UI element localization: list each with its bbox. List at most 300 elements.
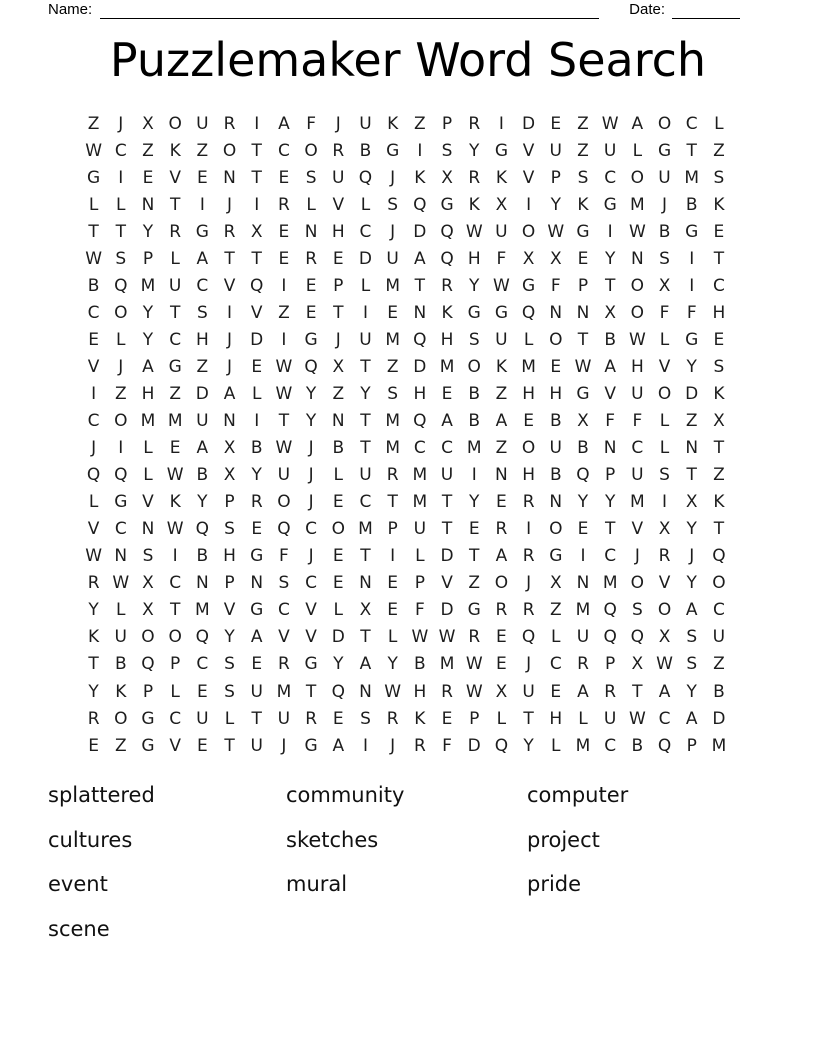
grid-letter-r6-c7: T [251, 248, 262, 269]
grid-letter-r6-c22: S [659, 248, 670, 269]
grid-letter-r1-c20: W [601, 113, 619, 134]
grid-letter-r9-c9: G [304, 329, 318, 350]
grid-letter-r16-c24: T [713, 519, 725, 540]
grid-letter-r8-c19: N [576, 302, 590, 323]
grid-letter-r15-c5: Y [197, 492, 208, 513]
grid-letter-r5-c20: I [607, 221, 613, 242]
grid-letter-r14-c4: W [166, 465, 184, 486]
grid-letter-r3-c7: T [251, 167, 262, 188]
grid-letter-r2-c17: V [522, 140, 535, 161]
grid-letter-r10-c22: V [658, 356, 671, 377]
grid-letter-r12-c18: B [549, 411, 562, 432]
grid-letter-r16-c6: S [224, 519, 235, 540]
grid-letter-r4-c19: K [577, 194, 589, 215]
grid-letter-r19-c8: C [277, 600, 290, 621]
grid-letter-r3-c2: I [118, 167, 124, 188]
grid-letter-r15-c8: O [277, 492, 291, 513]
grid-letter-r18-c6: P [224, 573, 235, 594]
grid-letter-r10-c1: V [87, 356, 100, 377]
grid-letter-r7-c16: W [493, 275, 510, 296]
grid-letter-r22-c2: K [115, 681, 127, 702]
grid-letter-r23-c5: U [196, 708, 209, 729]
grid-letter-r19-c5: M [195, 600, 210, 621]
grid-letter-r21-c24: Z [713, 654, 725, 675]
grid-letter-r24-c21: B [631, 735, 644, 756]
grid-letter-r16-c23: Y [686, 519, 697, 540]
grid-letter-r6-c1: W [85, 248, 102, 269]
grid-letter-r1-c4: O [168, 113, 182, 134]
grid-letter-r9-c4: C [169, 329, 182, 350]
grid-letter-r13-c24: T [713, 438, 725, 459]
grid-letter-r3-c11: Q [358, 167, 373, 188]
grid-letter-r24-c23: P [686, 735, 697, 756]
grid-letter-r21-c17: J [526, 654, 532, 675]
word-search-grid [80, 110, 733, 759]
word-list-item: event [48, 872, 108, 896]
grid-letter-r17-c19: I [580, 546, 586, 567]
grid-letter-r6-c21: N [630, 248, 644, 269]
grid-letter-r3-c1: G [87, 167, 101, 188]
grid-letter-r18-c4: C [169, 573, 182, 594]
grid-letter-r1-c12: K [387, 113, 399, 134]
grid-letter-r4-c3: N [141, 194, 155, 215]
grid-letter-r12-c14: A [441, 411, 453, 432]
grid-letter-r18-c10: E [332, 573, 344, 594]
grid-letter-r14-c20: P [605, 465, 616, 486]
grid-letter-r18-c21: O [630, 573, 645, 594]
grid-letter-r3-c5: E [196, 167, 208, 188]
grid-letter-r6-c18: X [549, 248, 562, 269]
grid-letter-r5-c17: O [521, 221, 536, 242]
grid-letter-r19-c16: R [495, 600, 508, 621]
grid-letter-r21-c15: W [465, 654, 483, 675]
grid-letter-r7-c14: R [441, 275, 453, 296]
grid-letter-r5-c22: B [658, 221, 671, 242]
grid-letter-r1-c16: I [498, 113, 504, 134]
grid-letter-r10-c4: G [168, 356, 182, 377]
grid-letter-r10-c23: Y [686, 356, 697, 377]
grid-letter-r3-c22: U [658, 167, 671, 188]
grid-letter-r9-c12: M [385, 329, 400, 350]
grid-letter-r23-c22: C [658, 708, 671, 729]
grid-letter-r14-c15: I [471, 465, 477, 486]
grid-letter-r1-c15: R [468, 113, 481, 134]
grid-letter-r12-c16: A [495, 411, 508, 432]
grid-letter-r2-c11: B [359, 140, 372, 161]
grid-letter-r11-c6: A [223, 383, 236, 404]
grid-letter-r17-c23: J [689, 546, 695, 567]
grid-letter-r5-c21: W [628, 221, 646, 242]
grid-letter-r12-c9: Y [305, 411, 317, 432]
grid-letter-r23-c8: U [277, 708, 291, 729]
grid-letter-r12-c21: F [632, 411, 643, 432]
grid-letter-r10-c20: A [604, 356, 616, 377]
grid-letter-r18-c12: E [387, 573, 399, 594]
grid-letter-r22-c1: Y [88, 681, 99, 702]
grid-letter-r20-c3: O [141, 627, 155, 648]
grid-letter-r4-c9: L [306, 194, 316, 215]
grid-letter-r17-c9: J [308, 546, 314, 567]
grid-letter-r3-c23: M [684, 167, 700, 188]
grid-letter-r8-c7: V [250, 302, 263, 323]
grid-letter-r1-c24: L [714, 113, 724, 134]
grid-letter-r9-c10: J [335, 329, 341, 350]
grid-letter-r10-c16: K [495, 356, 507, 377]
grid-letter-r12-c8: T [278, 411, 290, 432]
grid-letter-r9-c23: G [685, 329, 699, 350]
grid-letter-r7-c9: E [305, 275, 317, 296]
grid-letter-r17-c7: G [250, 546, 264, 567]
grid-letter-r10-c9: Q [304, 356, 318, 377]
grid-letter-r10-c11: T [360, 356, 371, 377]
grid-letter-r11-c12: S [387, 383, 399, 404]
grid-letter-r12-c19: X [577, 411, 589, 432]
grid-letter-r6-c16: F [496, 248, 507, 269]
grid-letter-r24-c14: F [442, 735, 452, 756]
grid-letter-r23-c19: L [578, 708, 588, 729]
grid-letter-r7-c19: P [577, 275, 589, 296]
grid-letter-r3-c17: V [522, 167, 535, 188]
grid-letter-r11-c23: D [685, 383, 699, 404]
grid-letter-r16-c3: N [141, 519, 155, 540]
grid-letter-r2-c16: G [494, 140, 508, 161]
grid-letter-r7-c24: C [712, 275, 725, 296]
grid-letter-r20-c21: Q [630, 627, 645, 648]
grid-letter-r18-c13: P [414, 573, 425, 594]
grid-letter-r22-c17: U [522, 681, 535, 702]
grid-letter-r10-c14: M [439, 356, 455, 377]
grid-letter-r6-c19: E [577, 248, 589, 269]
grid-letter-r23-c23: A [685, 708, 698, 729]
grid-letter-r16-c14: T [441, 519, 453, 540]
grid-letter-r1-c13: Z [414, 113, 426, 134]
grid-letter-r7-c7: Q [250, 275, 264, 296]
grid-letter-r10-c8: W [275, 356, 293, 377]
grid-letter-r3-c15: R [468, 167, 481, 188]
grid-letter-r13-c2: I [118, 438, 124, 459]
grid-letter-r14-c5: B [196, 465, 209, 486]
grid-letter-r13-c23: N [685, 438, 699, 459]
grid-letter-r14-c14: U [440, 465, 454, 486]
grid-letter-r18-c24: O [712, 573, 726, 594]
grid-letter-r15-c18: N [549, 492, 563, 513]
grid-letter-r11-c24: K [713, 383, 725, 404]
grid-letter-r5-c18: W [547, 221, 565, 242]
grid-letter-r6-c14: Q [440, 248, 454, 269]
grid-letter-r16-c5: Q [195, 519, 210, 540]
grid-letter-r23-c1: R [87, 708, 100, 729]
grid-letter-r12-c2: O [114, 411, 128, 432]
grid-letter-r9-c17: L [523, 329, 534, 350]
grid-letter-r7-c22: X [658, 275, 671, 296]
grid-letter-r1-c23: C [685, 113, 698, 134]
grid-letter-r13-c3: L [143, 438, 153, 459]
grid-letter-r20-c23: S [686, 627, 698, 648]
grid-letter-r13-c12: M [385, 438, 400, 459]
grid-letter-r5-c19: G [576, 221, 590, 242]
grid-letter-r22-c18: E [550, 681, 562, 702]
grid-letter-r24-c12: J [390, 735, 396, 756]
grid-letter-r14-c13: M [412, 465, 428, 486]
grid-letter-r6-c3: P [142, 248, 154, 269]
grid-letter-r17-c24: Q [712, 546, 726, 567]
grid-letter-r22-c9: T [305, 681, 317, 702]
grid-letter-r5-c23: G [685, 221, 699, 242]
grid-letter-r5-c3: Y [142, 221, 154, 242]
grid-letter-r8-c6: I [227, 302, 233, 323]
word-list-item: computer [527, 783, 629, 807]
grid-letter-r22-c21: T [632, 681, 643, 702]
grid-letter-r10-c3: A [142, 356, 154, 377]
grid-letter-r23-c15: P [469, 708, 480, 729]
grid-letter-r21-c11: A [359, 654, 372, 675]
grid-letter-r13-c5: A [196, 438, 209, 459]
grid-letter-r8-c11: I [362, 302, 368, 323]
grid-letter-r1-c21: A [631, 113, 644, 134]
grid-letter-r17-c5: B [196, 546, 209, 567]
grid-letter-r6-c11: D [358, 248, 373, 269]
grid-letter-r19-c9: V [305, 600, 317, 621]
grid-letter-r12-c5: U [196, 411, 209, 432]
grid-letter-r1-c1: Z [87, 113, 100, 134]
grid-letter-r18-c9: C [305, 573, 318, 594]
grid-letter-r19-c10: L [333, 600, 344, 621]
grid-letter-r3-c4: V [169, 167, 181, 188]
grid-letter-r5-c2: T [115, 221, 126, 242]
grid-letter-r21-c13: B [414, 654, 426, 675]
grid-letter-r8-c8: Z [278, 302, 290, 323]
grid-letter-r15-c9: J [308, 492, 314, 513]
grid-letter-r6-c12: U [386, 248, 399, 269]
grid-letter-r20-c13: W [411, 627, 429, 648]
grid-letter-r7-c6: V [223, 275, 236, 296]
grid-letter-r13-c17: O [521, 438, 536, 459]
grid-letter-r12-c6: N [223, 411, 236, 432]
grid-letter-r3-c21: O [630, 167, 645, 188]
grid-letter-r22-c12: W [384, 681, 402, 702]
grid-letter-r17-c12: I [390, 546, 396, 567]
page-title: Puzzlemaker Word Search [109, 33, 707, 87]
grid-letter-r4-c24: K [713, 194, 725, 215]
grid-letter-r11-c11: Y [360, 383, 371, 404]
grid-letter-r10-c5: Z [196, 356, 209, 377]
grid-letter-r13-c11: T [360, 438, 371, 459]
grid-letter-r8-c1: C [87, 302, 100, 323]
grid-letter-r17-c13: L [415, 546, 425, 567]
grid-letter-r5-c9: N [304, 221, 318, 242]
grid-letter-r11-c7: L [251, 383, 262, 404]
grid-letter-r19-c17: R [522, 600, 535, 621]
grid-letter-r19-c3: X [142, 600, 154, 621]
grid-letter-r13-c15: M [466, 438, 482, 459]
grid-letter-r17-c6: H [223, 546, 236, 567]
grid-letter-r22-c23: Y [686, 681, 697, 702]
grid-letter-r19-c20: Q [603, 600, 617, 621]
grid-letter-r20-c6: Y [224, 627, 235, 648]
grid-letter-r8-c9: E [305, 302, 317, 323]
grid-letter-r21-c14: M [439, 654, 455, 675]
grid-letter-r2-c13: I [417, 140, 423, 161]
grid-letter-r9-c6: J [227, 329, 233, 350]
grid-letter-r3-c3: E [142, 167, 154, 188]
grid-letter-r21-c20: P [605, 654, 616, 675]
grid-letter-r8-c20: X [604, 302, 616, 323]
grid-letter-r9-c15: S [468, 329, 480, 350]
grid-letter-r22-c19: A [577, 681, 589, 702]
grid-letter-r4-c4: T [169, 194, 181, 215]
grid-letter-r7-c2: Q [114, 275, 128, 296]
grid-letter-r1-c10: J [335, 113, 341, 134]
grid-letter-r9-c8: I [281, 329, 287, 350]
grid-letter-r15-c21: M [630, 492, 645, 513]
grid-letter-r15-c15: Y [469, 492, 480, 513]
grid-letter-r17-c10: E [332, 546, 344, 567]
grid-letter-r3-c20: C [604, 167, 617, 188]
grid-letter-r15-c6: P [224, 492, 235, 513]
grid-letter-r16-c9: C [305, 519, 318, 540]
grid-letter-r11-c9: Y [305, 383, 317, 404]
grid-letter-r24-c6: T [224, 735, 235, 756]
grid-letter-r22-c10: Q [331, 681, 345, 702]
grid-letter-r5-c10: H [331, 221, 345, 242]
grid-letter-r7-c18: F [550, 275, 561, 296]
grid-letter-r10-c17: M [521, 356, 536, 377]
grid-letter-r12-c15: B [468, 411, 481, 432]
grid-letter-r18-c16: O [494, 573, 509, 594]
grid-letter-r17-c3: S [142, 546, 154, 567]
grid-letter-r24-c20: C [604, 735, 617, 756]
grid-letter-r20-c8: V [278, 627, 290, 648]
grid-letter-r13-c6: X [223, 438, 236, 459]
grid-letter-r19-c12: E [387, 600, 399, 621]
grid-letter-r21-c6: S [224, 654, 235, 675]
grid-letter-r10-c21: H [630, 356, 644, 377]
grid-letter-r4-c18: Y [550, 194, 561, 215]
grid-letter-r18-c23: Y [686, 573, 697, 594]
grid-letter-r13-c14: C [441, 438, 453, 459]
grid-letter-r14-c17: H [522, 465, 535, 486]
grid-letter-r11-c18: H [549, 383, 563, 404]
grid-letter-r11-c3: H [141, 383, 155, 404]
grid-letter-r16-c2: C [114, 519, 127, 540]
grid-letter-r5-c4: R [169, 221, 182, 242]
grid-letter-r13-c22: L [659, 438, 670, 459]
grid-letter-r23-c13: K [414, 708, 426, 729]
grid-letter-r2-c21: L [632, 140, 643, 161]
grid-letter-r20-c12: L [387, 627, 398, 648]
grid-letter-r9-c22: L [659, 329, 670, 350]
grid-letter-r11-c20: V [604, 383, 616, 404]
grid-letter-r22-c20: R [604, 681, 617, 702]
grid-letter-r7-c12: M [385, 275, 400, 296]
grid-letter-r24-c22: Q [657, 735, 672, 756]
name-label: Name: [48, 1, 93, 18]
grid-letter-r2-c4: K [169, 140, 181, 161]
grid-letter-r2-c24: Z [713, 140, 725, 161]
grid-letter-r12-c7: I [254, 411, 260, 432]
grid-letter-r19-c23: A [685, 600, 698, 621]
grid-letter-r3-c16: K [495, 167, 507, 188]
grid-letter-r15-c4: K [169, 492, 181, 513]
grid-letter-r19-c6: V [223, 600, 236, 621]
grid-letter-r24-c15: D [467, 735, 481, 756]
grid-letter-r5-c16: U [495, 221, 508, 242]
grid-letter-r17-c1: W [85, 546, 102, 567]
grid-letter-r8-c12: E [387, 302, 399, 323]
grid-letter-r22-c5: E [196, 681, 208, 702]
grid-letter-r13-c8: W [275, 438, 293, 459]
grid-letter-r23-c9: R [305, 708, 317, 729]
grid-letter-r11-c21: U [631, 383, 644, 404]
grid-letter-r13-c10: B [332, 438, 345, 459]
grid-letter-r5-c8: E [278, 221, 290, 242]
grid-letter-r16-c1: V [87, 519, 100, 540]
grid-letter-r13-c18: U [549, 438, 562, 459]
grid-letter-r24-c16: Q [494, 735, 509, 756]
grid-letter-r7-c11: L [360, 275, 371, 296]
grid-letter-r11-c5: D [195, 383, 209, 404]
grid-letter-r1-c22: O [657, 113, 672, 134]
grid-letter-r17-c15: T [469, 546, 480, 567]
grid-letter-r12-c13: Q [413, 411, 427, 432]
grid-letter-r4-c10: V [332, 194, 345, 215]
grid-letter-r9-c3: Y [142, 329, 154, 350]
grid-letter-r2-c18: U [549, 140, 562, 161]
grid-letter-r12-c10: N [331, 411, 345, 432]
word-list-item: project [527, 827, 600, 852]
grid-letter-r10-c7: E [251, 356, 263, 377]
grid-letter-r7-c21: O [630, 275, 645, 296]
grid-letter-r9-c18: O [549, 329, 563, 350]
grid-letter-r21-c7: E [251, 654, 263, 675]
grid-letter-r9-c14: H [440, 329, 454, 350]
grid-letter-r8-c4: T [169, 302, 181, 323]
grid-letter-r15-c2: G [114, 492, 128, 513]
grid-letter-r9-c1: E [88, 329, 99, 350]
grid-letter-r2-c8: C [277, 140, 290, 161]
grid-letter-r21-c18: C [549, 654, 562, 675]
grid-letter-r4-c5: I [199, 194, 205, 215]
grid-letter-r6-c13: A [414, 248, 426, 269]
grid-letter-r23-c14: E [441, 708, 453, 729]
grid-letter-r24-c4: V [169, 735, 181, 756]
grid-letter-r21-c22: W [656, 654, 673, 675]
grid-letter-r11-c8: W [275, 383, 293, 404]
grid-letter-r17-c2: N [114, 546, 128, 567]
grid-letter-r6-c9: R [305, 248, 317, 269]
grid-letter-r18-c11: N [359, 573, 372, 594]
word-list-item: splattered [48, 783, 155, 807]
grid-letter-r6-c6: T [224, 248, 235, 269]
grid-letter-r18-c2: W [112, 573, 130, 594]
grid-letter-r3-c13: K [414, 167, 426, 188]
grid-letter-r22-c22: A [658, 681, 671, 702]
grid-letter-r17-c17: R [522, 546, 535, 567]
grid-letter-r11-c16: Z [495, 383, 508, 404]
grid-letter-r11-c15: B [468, 383, 481, 404]
grid-letter-r19-c24: C [712, 600, 725, 621]
grid-letter-r24-c7: U [250, 735, 263, 756]
grid-letter-r11-c14: E [441, 383, 453, 404]
grid-letter-r20-c1: K [88, 627, 100, 648]
grid-letter-r23-c10: E [332, 708, 344, 729]
grid-letter-r15-c19: Y [577, 492, 589, 513]
grid-letter-r18-c17: J [526, 573, 532, 594]
grid-letter-r24-c13: R [413, 735, 426, 756]
grid-letter-r18-c20: M [602, 573, 618, 594]
grid-letter-r15-c10: E [332, 492, 344, 513]
grid-letter-r15-c16: E [496, 492, 507, 513]
